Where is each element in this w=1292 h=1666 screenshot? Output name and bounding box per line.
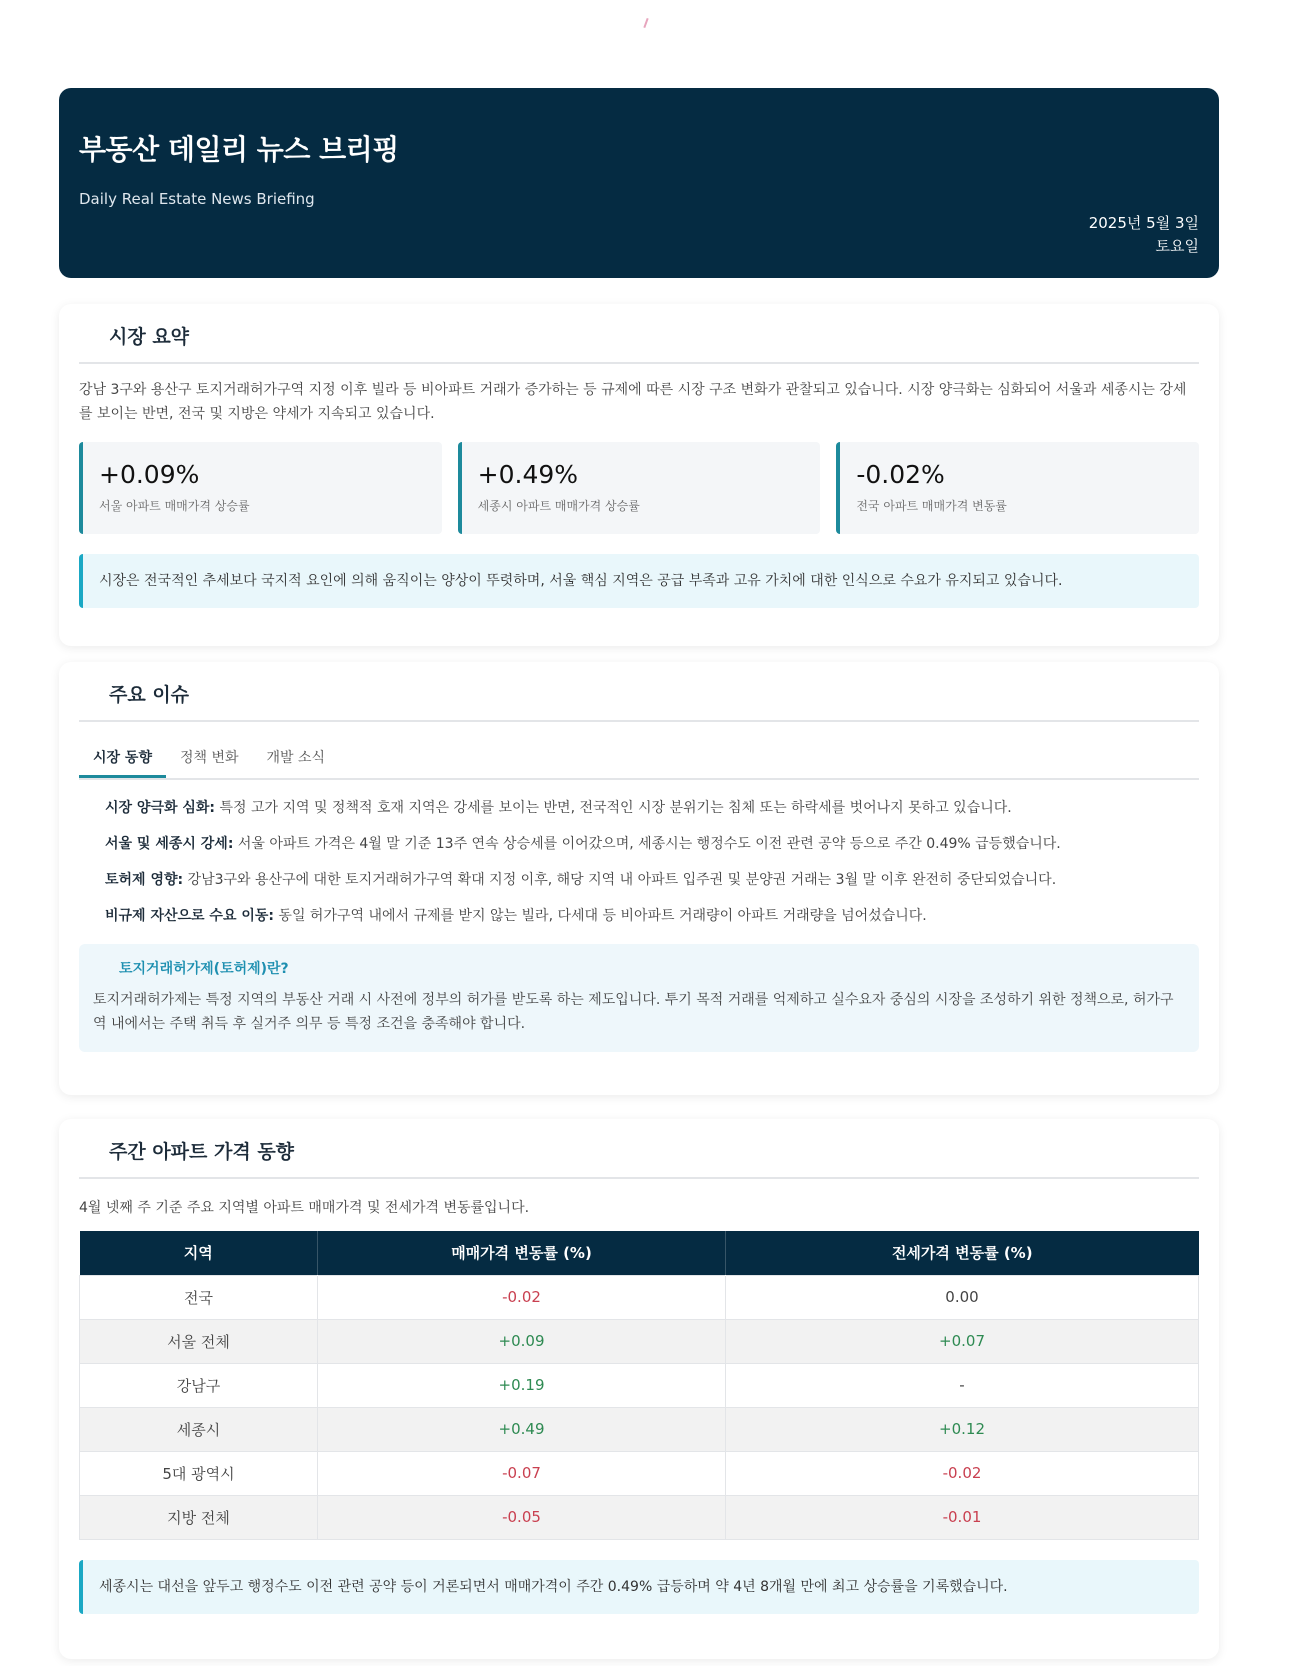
date-text: 2025년 5월 3일 bbox=[1088, 214, 1199, 232]
key-issues-title: 주요 이슈 bbox=[79, 662, 1199, 722]
issue-heading: 토허제 영향: bbox=[105, 872, 184, 888]
issue-text: 서울 아파트 가격은 4월 말 기준 13주 연속 상승세를 이어갔으며, 세종시는 행정수도 이전 관련 공약 등으로 주간 0.49% 급등했습니다. bbox=[233, 836, 1061, 852]
tab-development-news[interactable]: 개발 소식 bbox=[266, 750, 326, 766]
issue-item bbox=[105, 862, 1199, 898]
sale-change-cell: -0.07 bbox=[318, 1451, 726, 1495]
market-summary-title: 시장 요약 bbox=[79, 304, 1199, 364]
issue-text: 강남3구와 용산구에 대한 토지거래허가구역 확대 지정 이후, 해당 지역 내 아파트 입주권 및 분양권 거래는 3월 말 이후 완전히 중단되었습니다. bbox=[183, 872, 1057, 888]
market-summary-callout: 시장은 전국적인 추세보다 국지적 요인에 의해 움직이는 양상이 뚜렷하며, 서울 핵심 지역은 공급 부족과 고유 가치에 대한 인식으로 수요가 유지되고 있습니다. bbox=[79, 554, 1199, 608]
info-box-title: 토지거래허가제(토허제)란? bbox=[119, 961, 289, 977]
price-table bbox=[79, 1231, 1199, 1540]
issue-item bbox=[105, 790, 1199, 826]
tab-market-trends[interactable]: 시장 동향 bbox=[79, 740, 166, 778]
sale-change-cell: +0.49 bbox=[318, 1407, 726, 1451]
issue-heading: 비규제 자산으로 수요 이동: bbox=[105, 908, 274, 924]
region-cell: 서울 전체 bbox=[80, 1319, 318, 1363]
region-cell: 지방 전체 bbox=[80, 1495, 318, 1539]
column-header-sale: 매매가격 변동률 (%) bbox=[318, 1231, 726, 1275]
issue-tabs bbox=[79, 740, 1199, 780]
table-row bbox=[80, 1407, 1199, 1451]
weekly-price-card bbox=[59, 1119, 1219, 1659]
jeonse-change-cell: +0.12 bbox=[726, 1407, 1199, 1451]
table-row bbox=[80, 1451, 1199, 1495]
sale-change-cell: -0.02 bbox=[318, 1275, 726, 1319]
page-title: 부동산 데일리 뉴스 브리핑 bbox=[79, 133, 399, 166]
info-box-text: 토지거래허가제는 특정 지역의 부동산 거래 시 사전에 정부의 허가를 받도록 하는 제도입니다. 투기 목적 거래를 억제하고 실수요자 중심의 시장을 조성하기 위한 정책으로, 허가구역 내에서는 주택 취득 후 실거주 의무 등 특정 조건을 충족해야 합니다. bbox=[93, 992, 1174, 1032]
table-header-row bbox=[80, 1231, 1199, 1275]
issue-text: 동일 허가구역 내에서 규제를 받지 않는 빌라, 다세대 등 비아파트 거래량이 아파트 거래량을 넘어섰습니다. bbox=[273, 908, 927, 924]
jeonse-change-cell: - bbox=[726, 1363, 1199, 1407]
stat-value: +0.49% bbox=[477, 460, 579, 489]
issue-item bbox=[105, 826, 1199, 862]
issue-heading: 서울 및 세종시 강세: bbox=[105, 836, 234, 852]
jeonse-change-cell: +0.07 bbox=[726, 1319, 1199, 1363]
issue-text: 특정 고가 지역 및 정책적 호재 지역은 강세를 보이는 반면, 전국적인 시장 분위기는 침체 또는 하락세를 벗어나지 못하고 있습니다. bbox=[215, 800, 1012, 816]
region-cell: 강남구 bbox=[80, 1363, 318, 1407]
sale-change-cell: -0.05 bbox=[318, 1495, 726, 1539]
land-permit-info-box bbox=[79, 944, 1199, 1052]
sale-change-cell: +0.09 bbox=[318, 1319, 726, 1363]
tab-policy-changes[interactable]: 정책 변화 bbox=[179, 750, 239, 766]
stat-value: +0.09% bbox=[99, 460, 200, 489]
stat-label: 세종시 아파트 매매가격 상승률 bbox=[477, 499, 640, 513]
issue-heading: 시장 양극화 심화: bbox=[105, 800, 216, 816]
market-summary-card bbox=[59, 304, 1219, 646]
decorative-mark bbox=[643, 18, 648, 28]
weekly-price-desc: 4월 넷째 주 기준 주요 지역별 아파트 매매가격 및 전세가격 변동률입니다. bbox=[79, 1200, 530, 1216]
stat-label: 서울 아파트 매매가격 상승률 bbox=[99, 499, 250, 513]
issue-item bbox=[105, 898, 1199, 934]
market-summary-intro: 강남 3구와 용산구 토지거래허가구역 지정 이후 빌라 등 비아파트 거래가 증가하는 등 규제에 따른 시장 구조 변화가 관찰되고 있습니다. 시장 양극화는 심화되어 서울과 세종시는 강세를 보이는 반면, 전국 및 지방은 약세가 지속되고 있습니다. bbox=[79, 382, 1187, 422]
sale-change-cell: +0.19 bbox=[318, 1363, 726, 1407]
jeonse-change-cell: 0.00 bbox=[726, 1275, 1199, 1319]
stat-card-national bbox=[836, 442, 1199, 534]
briefing-page bbox=[59, 88, 1219, 1659]
header-date bbox=[1089, 212, 1199, 258]
weekly-price-title: 주간 아파트 가격 동향 bbox=[79, 1119, 1199, 1179]
region-cell: 세종시 bbox=[80, 1407, 318, 1451]
table-row bbox=[80, 1319, 1199, 1363]
issue-list bbox=[79, 790, 1199, 934]
stat-card-seoul bbox=[79, 442, 442, 534]
key-issues-card bbox=[59, 662, 1219, 1095]
weekday-text: 토요일 bbox=[1155, 237, 1199, 255]
region-cell: 5대 광역시 bbox=[80, 1451, 318, 1495]
table-row bbox=[80, 1275, 1199, 1319]
weekly-price-callout: 세종시는 대선을 앞두고 행정수도 이전 관련 공약 등이 거론되면서 매매가격이 주간 0.49% 급등하며 약 4년 8개월 만에 최고 상승률을 기록했습니다. bbox=[79, 1560, 1199, 1614]
stat-cards bbox=[79, 442, 1199, 534]
page-subtitle: Daily Real Estate News Briefing bbox=[79, 190, 315, 208]
column-header-jeonse: 전세가격 변동률 (%) bbox=[726, 1231, 1199, 1275]
column-header-region: 지역 bbox=[80, 1231, 318, 1275]
table-row bbox=[80, 1363, 1199, 1407]
stat-value: -0.02% bbox=[856, 460, 945, 489]
table-row bbox=[80, 1495, 1199, 1539]
region-cell: 전국 bbox=[80, 1275, 318, 1319]
price-table-body bbox=[80, 1275, 1199, 1539]
stat-card-sejong bbox=[458, 442, 821, 534]
jeonse-change-cell: -0.01 bbox=[726, 1495, 1199, 1539]
page-header bbox=[59, 88, 1219, 278]
jeonse-change-cell: -0.02 bbox=[726, 1451, 1199, 1495]
stat-label: 전국 아파트 매매가격 변동률 bbox=[856, 499, 1007, 513]
